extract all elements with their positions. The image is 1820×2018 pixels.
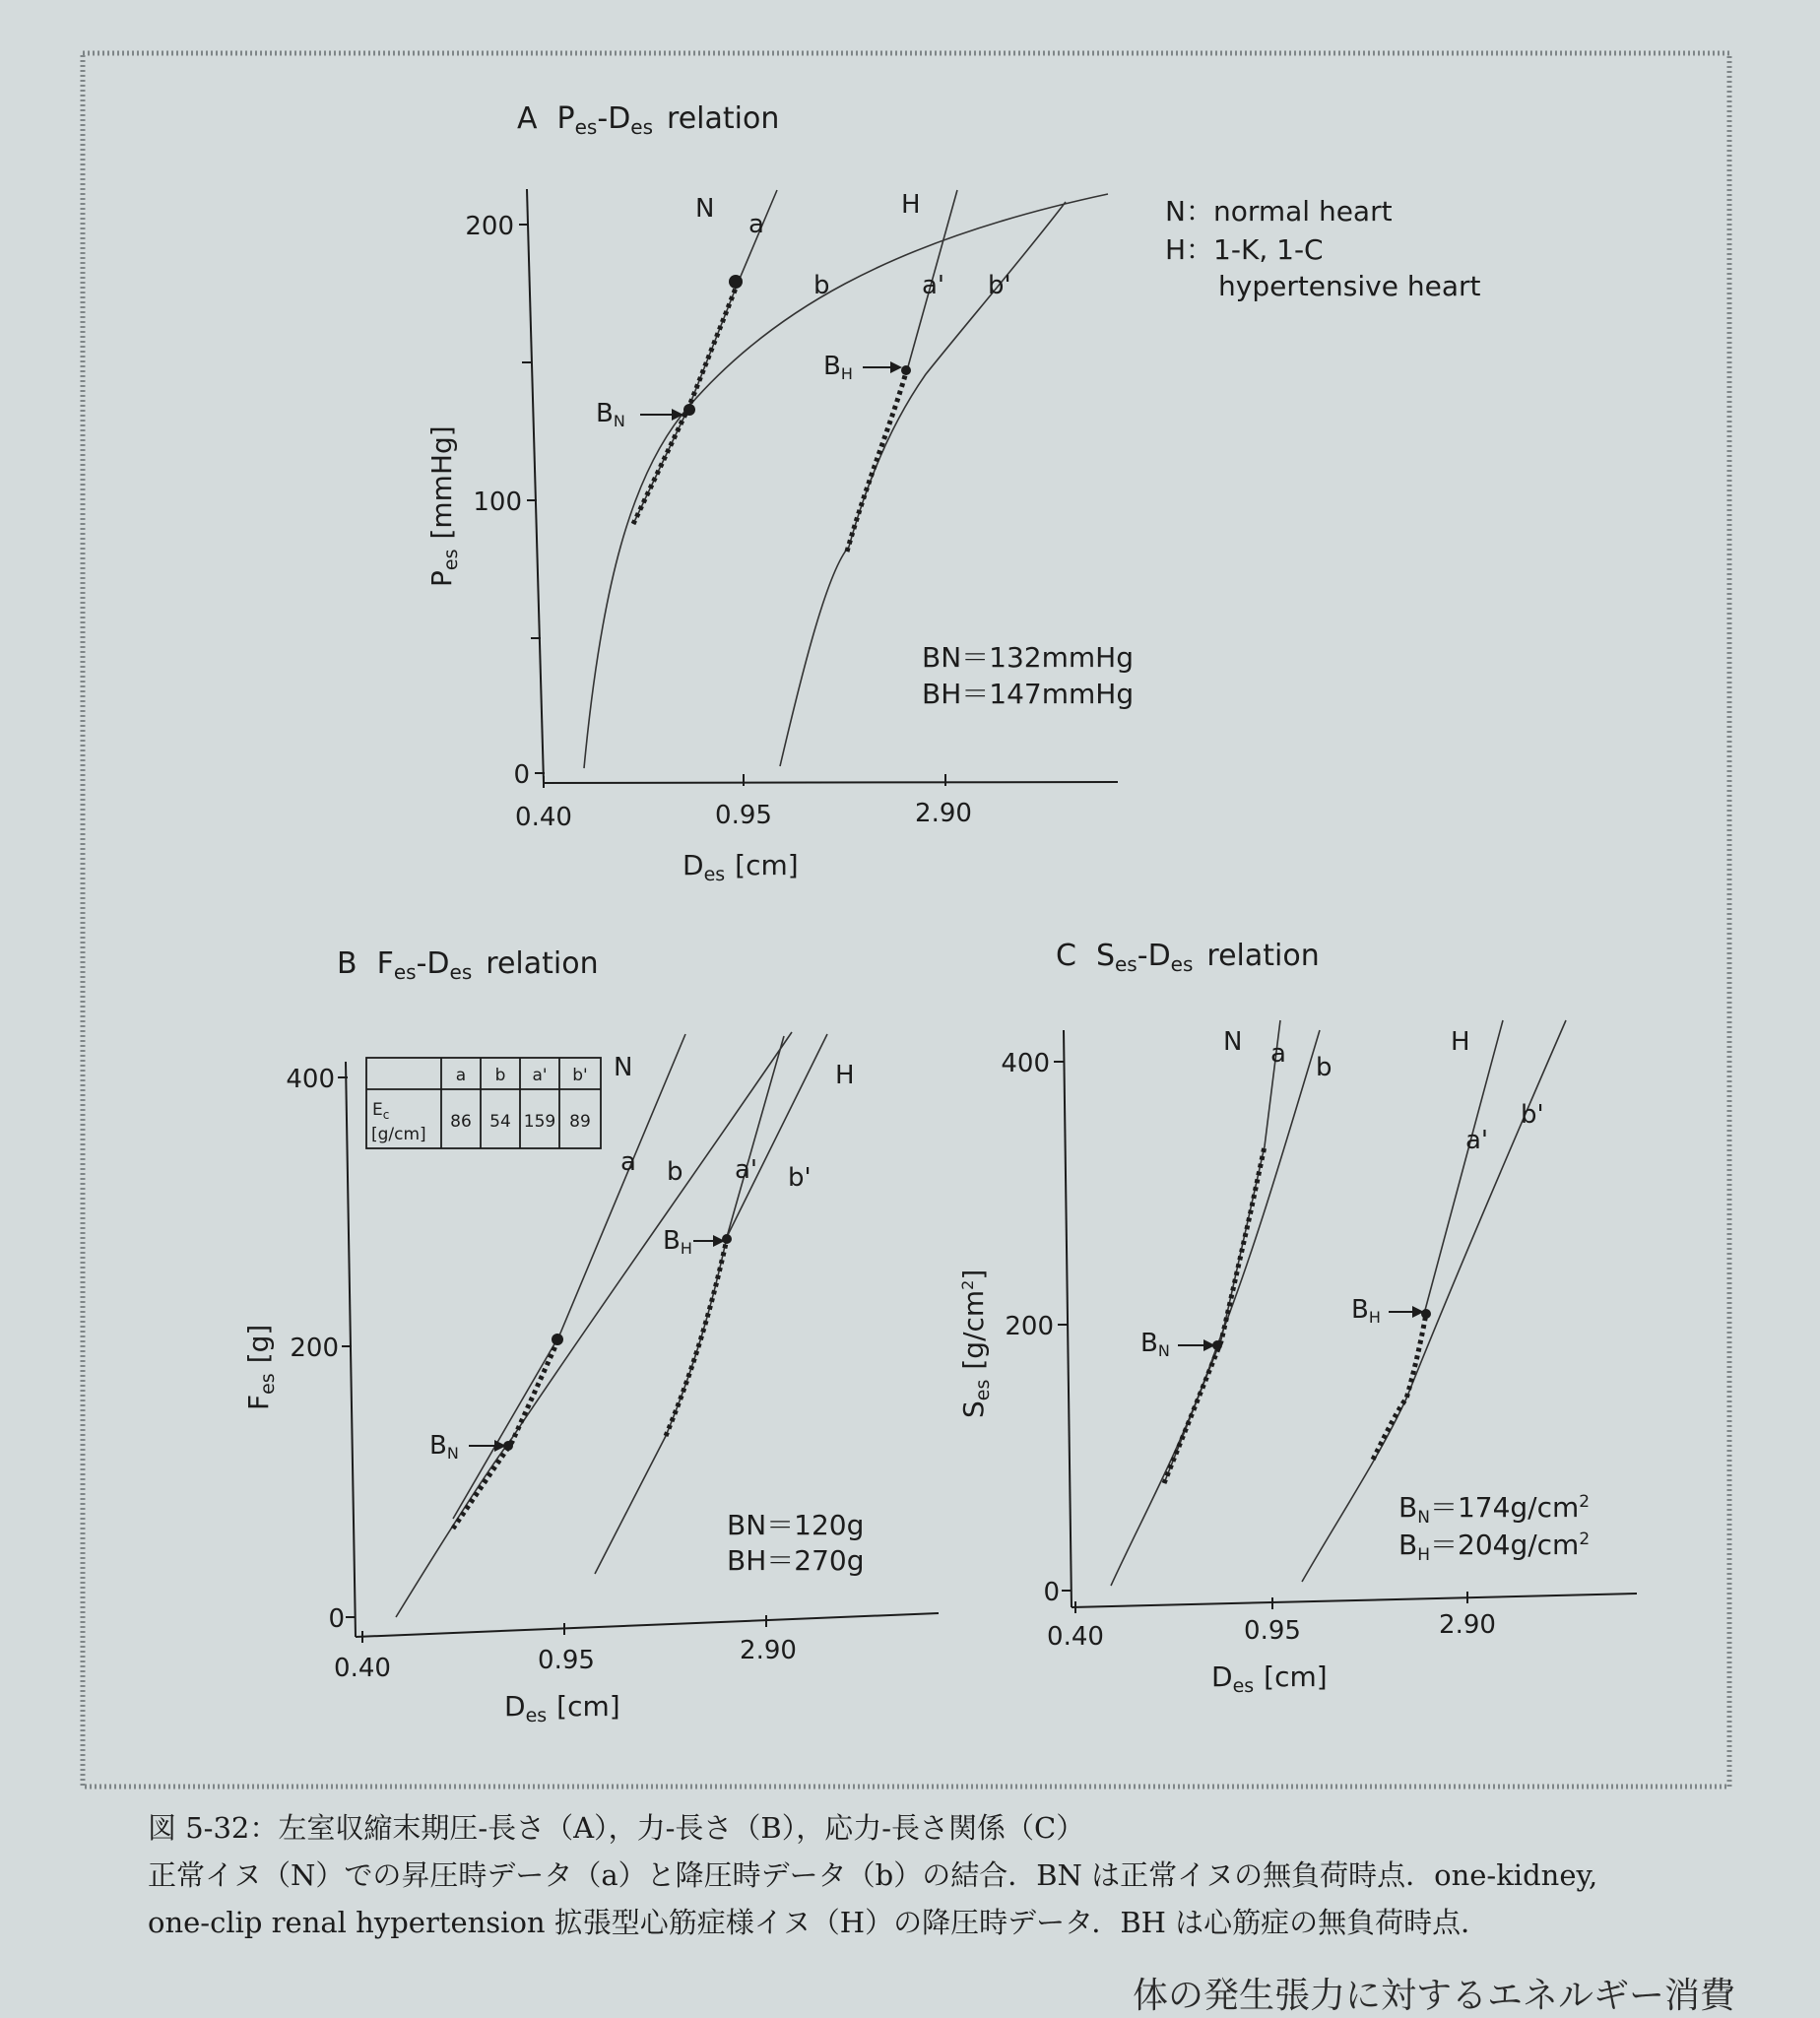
panel-a-data-n-end [729, 275, 743, 289]
panel-b-bn-label: BN [429, 1431, 459, 1463]
panel-c-x-axis [1072, 1594, 1637, 1607]
panel-a-ytick-label-0: 0 [513, 760, 530, 790]
panel-c-ytick-label-200: 200 [1005, 1312, 1054, 1341]
panel-c-value-bh: $B_H=204g/cm^2$ [1398, 1529, 1591, 1565]
panel-c-xtick-label-2: 0.95 [1244, 1616, 1301, 1646]
panel-c-bh-label: BH [1351, 1295, 1381, 1327]
panel-a-value-bh: BH＝147mmHg [922, 678, 1135, 710]
figure-frame [83, 53, 1729, 1787]
panel-a-bh-point [901, 365, 911, 375]
panel-b-x-axis [356, 1613, 939, 1637]
panel-b-bn-arrowhead [494, 1440, 506, 1452]
inset-col-b-prime: b' [572, 1066, 588, 1085]
panel-b-label-h: H [835, 1061, 855, 1090]
caption-line-3: one-clip renal hypertension 拡張型心筋症様イヌ（H）の降圧時データ．BH は心筋症の無負荷時点． [148, 1906, 1490, 1939]
panel-a-x-axis [544, 782, 1118, 783]
panel-b-xtick-label-3: 2.90 [740, 1636, 797, 1665]
legend-hypertensive: H：1-K, 1-C [1165, 233, 1324, 266]
panel-c-series-a-prime [1424, 1020, 1503, 1314]
panel-a-xlabel: $D_{es}$ [cm] [682, 849, 799, 885]
panel-a-label-a-prime: a' [922, 271, 945, 300]
panel-c-bh-point [1421, 1309, 1431, 1319]
panel-c-title: C $S_{es}-D_{es}$ relation [1056, 939, 1320, 976]
panel-b-label-a: a [620, 1147, 636, 1177]
panel-a-bh-label: BH [823, 352, 853, 383]
panel-c-ylabel: $S_{es}[g/cm^2]$ [957, 1269, 994, 1418]
panel-c-xtick-label-3: 2.90 [1439, 1610, 1496, 1640]
inset-val-b-prime: 89 [569, 1112, 591, 1132]
legend-hypertensive-2: hypertensive heart [1218, 270, 1481, 302]
panel-b-label-b-prime: b' [788, 1163, 812, 1193]
panel-c-series-b [1111, 1030, 1320, 1586]
caption-line-2: 正常イヌ（N）での昇圧時データ（a）と降圧時データ（b）の結合．BN は正常イヌの無負荷時点．one-kidney, [148, 1858, 1598, 1892]
panel-b-title: B $F_{es}-D_{es}$ relation [337, 946, 599, 984]
panel-c [957, 939, 1637, 1697]
panel-a-xtick-label-3: 2.90 [915, 799, 972, 828]
panel-a-ytick-label-100: 100 [473, 488, 522, 517]
panel-c-ytick-label-0: 0 [1043, 1578, 1060, 1607]
panel-a-bn-point [683, 404, 695, 416]
panel-a-title: A $P_{es}-D_{es}$ relation [517, 101, 780, 139]
inset-row-unit: [g/cm] [371, 1125, 426, 1144]
panel-b [242, 946, 939, 1726]
inset-col-b: b [494, 1066, 506, 1085]
panel-c-label-h: H [1451, 1027, 1470, 1057]
panel-b-label-n: N [614, 1053, 633, 1082]
panel-a-value-bn: BN＝132mmHg [922, 641, 1134, 674]
panel-a-xtick-label-1: 0.40 [515, 803, 572, 832]
inset-val-a-prime: 159 [523, 1112, 556, 1132]
panel-b-xtick-label-1: 0.40 [334, 1654, 391, 1683]
panel-a-label-a: a [748, 210, 764, 239]
panel-c-data-n [1164, 1146, 1265, 1483]
panel-a-label-n: N [695, 194, 715, 224]
panel-c-y-axis [1064, 1030, 1072, 1607]
panel-c-xtick-label-1: 0.40 [1047, 1622, 1104, 1652]
panel-b-xlabel: $D_{es}$ [cm] [504, 1690, 620, 1726]
panel-a-xtick-label-2: 0.95 [715, 801, 772, 830]
panel-c-xlabel: $D_{es}$ [cm] [1211, 1660, 1328, 1697]
panel-a-bh-arrowhead [890, 361, 902, 373]
panel-b-data-n-end [552, 1334, 563, 1345]
panel-a-label-b: b [813, 271, 830, 300]
panel-b-series-b-prime [595, 1034, 827, 1574]
panel-b-ytick-label-0: 0 [328, 1604, 345, 1634]
panel-c-series-a [1164, 1020, 1280, 1483]
panel-a-bn-label: BN [596, 399, 625, 430]
panel-a-ytick-label-200: 200 [465, 212, 514, 241]
inset-val-a: 86 [450, 1112, 472, 1132]
panel-b-value-bh: BH＝270g [727, 1544, 865, 1577]
panel-c-label-a: a [1270, 1039, 1286, 1069]
panel-a-series-a [633, 190, 777, 524]
bottom-text-fragment: 体の発生張力に対するエネルギー消費 [1133, 1976, 1736, 2016]
panel-c-ytick-label-400: 400 [1001, 1049, 1050, 1078]
panel-b-ytick-label-400: 400 [286, 1065, 335, 1094]
inset-col-a: a [455, 1066, 467, 1085]
panel-c-value-bn: $B_N=174g/cm^2$ [1398, 1491, 1591, 1528]
panel-c-bn-arrowhead [1203, 1339, 1215, 1351]
figure-caption [148, 1804, 1763, 1946]
panel-c-label-n: N [1223, 1027, 1243, 1057]
panel-a [425, 101, 1480, 885]
panel-c-data-h [1373, 1314, 1426, 1460]
panel-b-ylabel: $F_{es}[g]$ [242, 1324, 279, 1410]
panel-b-value-bn: BN＝120g [727, 1509, 865, 1541]
panel-c-label-b: b [1316, 1053, 1332, 1082]
legend-normal: N：normal heart [1165, 195, 1393, 228]
panel-b-data-h [666, 1239, 727, 1436]
panel-a-label-h: H [901, 190, 921, 220]
panel-b-xtick-label-2: 0.95 [538, 1646, 595, 1675]
caption-line-1: 図 5-32：左室収縮末期圧-長さ（A），力-長さ（B），応力-長さ関係（C） [148, 1811, 1085, 1845]
inset-col-a-prime: a' [532, 1066, 548, 1085]
panel-c-bn-label: BN [1140, 1329, 1170, 1360]
panel-b-bh-label: BH [663, 1226, 692, 1258]
panel-a-data-n [633, 282, 739, 524]
inset-row-label: $E_c$ [372, 1100, 390, 1122]
panel-b-ytick-label-200: 200 [290, 1334, 339, 1363]
panel-b-series-a-prime [727, 1036, 784, 1237]
panel-b-bh-point [722, 1234, 732, 1244]
panel-b-label-b: b [667, 1157, 683, 1187]
panel-a-y-axis [527, 189, 544, 783]
panel-c-label-a-prime: a' [1465, 1126, 1489, 1155]
panel-a-ylabel: $P_{es}[mmHg]$ [425, 425, 462, 587]
panel-b-label-a-prime: a' [735, 1155, 758, 1185]
panel-c-label-b-prime: b' [1521, 1100, 1544, 1130]
inset-val-b: 54 [489, 1112, 511, 1132]
panel-a-bn-arrowhead [672, 409, 683, 421]
panel-b-y-axis [346, 1062, 356, 1637]
panel-a-label-b-prime: b' [988, 271, 1011, 300]
